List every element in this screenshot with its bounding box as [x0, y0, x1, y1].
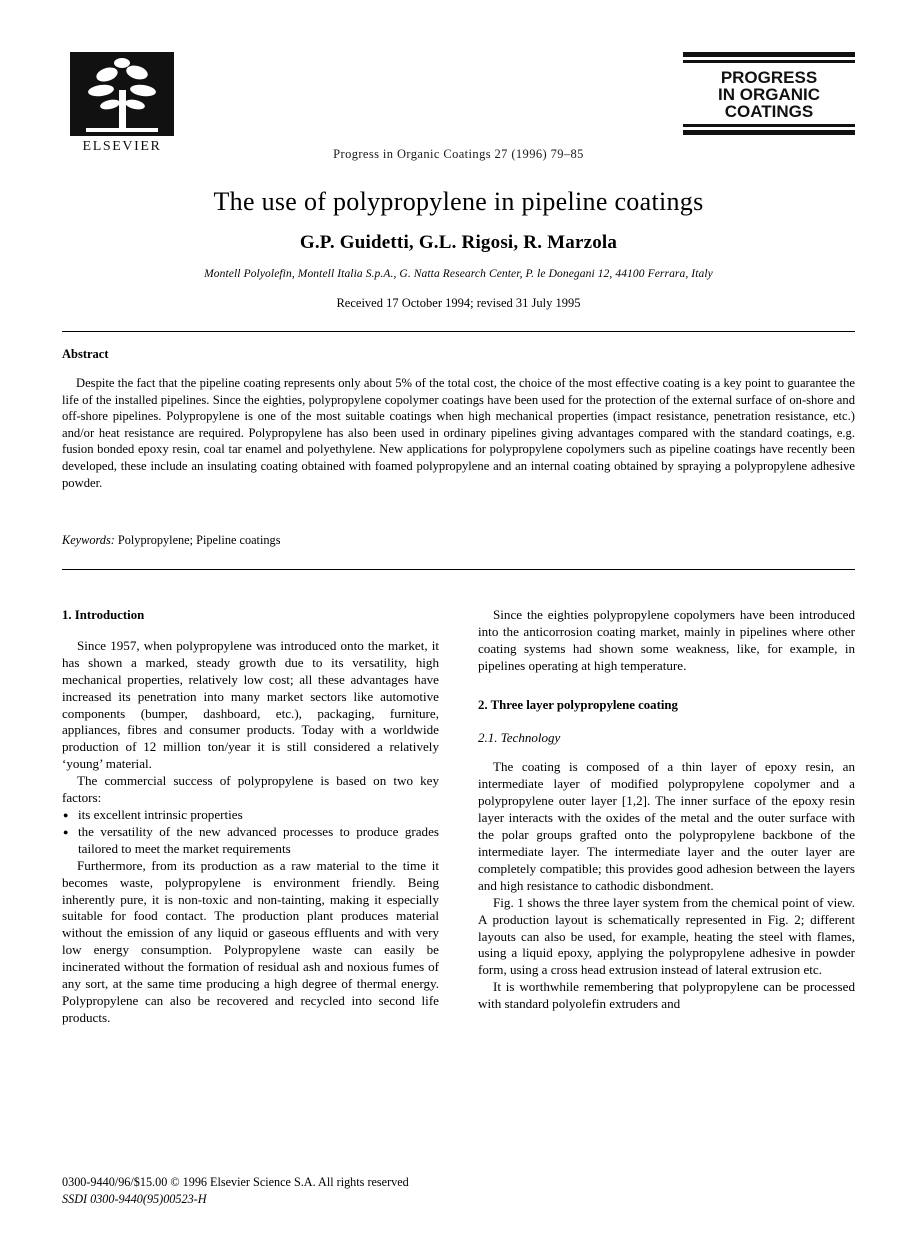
- logo-rule-bottom2: [683, 124, 855, 127]
- list-item: ● its excellent intrinsic properties: [62, 807, 439, 824]
- list-item: ● the versatility of the new advanced processes to produce grades tailored to meet the market requirements: [62, 824, 439, 858]
- divider-top: [62, 331, 855, 332]
- paragraph-intro-2: The commercial success of polypropylene is based on two key factors:: [62, 773, 439, 806]
- body-columns: [62, 607, 855, 1147]
- copyright-line: 0300-9440/96/$15.00 © 1996 Elsevier Science S.A. All rights reserved: [62, 1175, 409, 1189]
- keywords-value: Polypropylene; Pipeline coatings: [117, 533, 281, 547]
- logo-rule-bottom: [683, 130, 855, 135]
- paragraph-right-2: The coating is composed of a thin layer of epoxy resin, an intermediate layer of modified polypropylene copolymer and a polypropylene outer layer [1,2]. The inner surface of the epoxy resin layer interacts with the oxides of the metal and the outer surface with the polar groups grafted onto the polypropylene backbone of the intermediate layer. The intermediate layer and the outer layer are completely compatible; this provides good adhesion between the layers and high resistance to cathodic disbondment.: [478, 759, 855, 893]
- logo-rule-top: [683, 52, 855, 57]
- divider-bottom: [62, 569, 855, 570]
- paragraph-right-3: Fig. 1 shows the three layer system from the chemical point of view. A production layout is schematically represented in Fig. 2; different layouts can also be used, for example, heating the steel with flames, using a liquid epoxy, applying the polypropylene adhesive in powder form, using a cross head extrusion instead of lateral extrusion etc.: [478, 894, 855, 978]
- journal-logo-line-3: COATINGS: [724, 102, 814, 121]
- paragraph-intro-3: Furthermore, from its production as a raw material to the time it becomes waste, polypropylene is environment friendly. Being inherently pure, it is non-toxic and non-tainting, making it especially suitable for food contact. The production plant produces material without the emission of any liquid or gaseous effluents and with very low energy consumption. Polypropylene waste can easily be incinerated without the formation of residual ash and noxious fumes of any sort, at the same time producing a high degree of thermal energy. Polypropylene can also be recovered and recycled into second life products.: [62, 857, 439, 1025]
- paragraph-intro-1: Since 1957, when polypropylene was introduced onto the market, it has shown a marked, steady growth due to its versatility, high mechanical properties, relatively low cost; all these advantages have increased its penetration into many market sectors like automotive components (bumper, dashboard, etc.), packaging, furniture, appliances, fibres and consumer products. Today with a worldwide production of 12 million ton/year it is still considered a relatively ‘young’ material.: [62, 637, 439, 772]
- page-footer: [62, 1174, 409, 1208]
- abstract-heading: Abstract: [62, 347, 109, 361]
- journal-logo-line-1: PROGRESS: [720, 68, 818, 87]
- paragraph-right-1: Since the eighties polypropylene copolymers have been introduced into the anticorrosion coating market, mainly in pipelines where other coating systems had shown some weakness, like, for example, in pipelines operating at high temperature.: [478, 607, 855, 673]
- journal-logo-text: [683, 66, 855, 124]
- publisher-name: ELSEVIER: [82, 139, 162, 154]
- received-date: Received 17 October 1994; revised 31 July 1995: [336, 296, 581, 310]
- keywords-label: Keywords:: [62, 533, 115, 547]
- column-left: [62, 607, 439, 1027]
- journal-citation-line: Progress in Organic Coatings 27 (1996) 79–85: [333, 147, 584, 161]
- paragraph-right-4: It is worthwhile remembering that polypropylene can be processed with standard polyolefin extruders and: [478, 979, 855, 1012]
- journal-logo: [683, 52, 855, 138]
- journal-logo-line-2: IN ORGANIC: [718, 85, 820, 104]
- author-affiliation: Montell Polyolefin, Montell Italia S.p.A., G. Natta Research Center, P. le Donegani 12, 44100 Ferrara, Italy: [204, 268, 713, 280]
- section-heading-three-layer: 2. Three layer polypropylene coating: [478, 697, 678, 712]
- section-heading-introduction: 1. Introduction: [62, 608, 145, 622]
- abstract-text: Despite the fact that the pipeline coating represents only about 5% of the total cost, the choice of the most effective coating is a key point to guarantee the life of the installed pipelines. Since the eighties, polypropylene copolymer coatings have been used for the protection of the external surface of on-shore and off-shore pipelines. Polypropylene is one of the most suitable coatings when high mechanical properties (impact resistance, penetration resistance, etc.) and/or heat resistance are required. Polypropylene has also been used in ordinary pipelines giving advantages compared with the standard coatings, e.g. fusion bonded epoxy resin, coal tar enamel and polyethylene. New applications for polypropylene copolymers such as pipeline coatings have recently been developed, these include an insulating coating obtained with foamed polypropylene and an internal coating obtained by spraying a polypropylene adhesive powder.: [62, 376, 855, 490]
- ssdi-line: SSDI 0300-9440(95)00523-H: [62, 1192, 207, 1206]
- key-factors-list: [62, 807, 439, 858]
- article-title: The use of polypropylene in pipeline coatings: [213, 187, 704, 216]
- article-authors: G.P. Guidetti, G.L. Rigosi, R. Marzola: [299, 232, 618, 253]
- page-header: [62, 52, 855, 172]
- column-right: [478, 607, 855, 1013]
- logo-rule-top2: [683, 60, 855, 63]
- elsevier-tree-icon: [70, 52, 174, 136]
- subsection-heading-technology: 2.1. Technology: [478, 729, 561, 745]
- keywords-line: [62, 533, 855, 548]
- elsevier-logo: [62, 52, 182, 155]
